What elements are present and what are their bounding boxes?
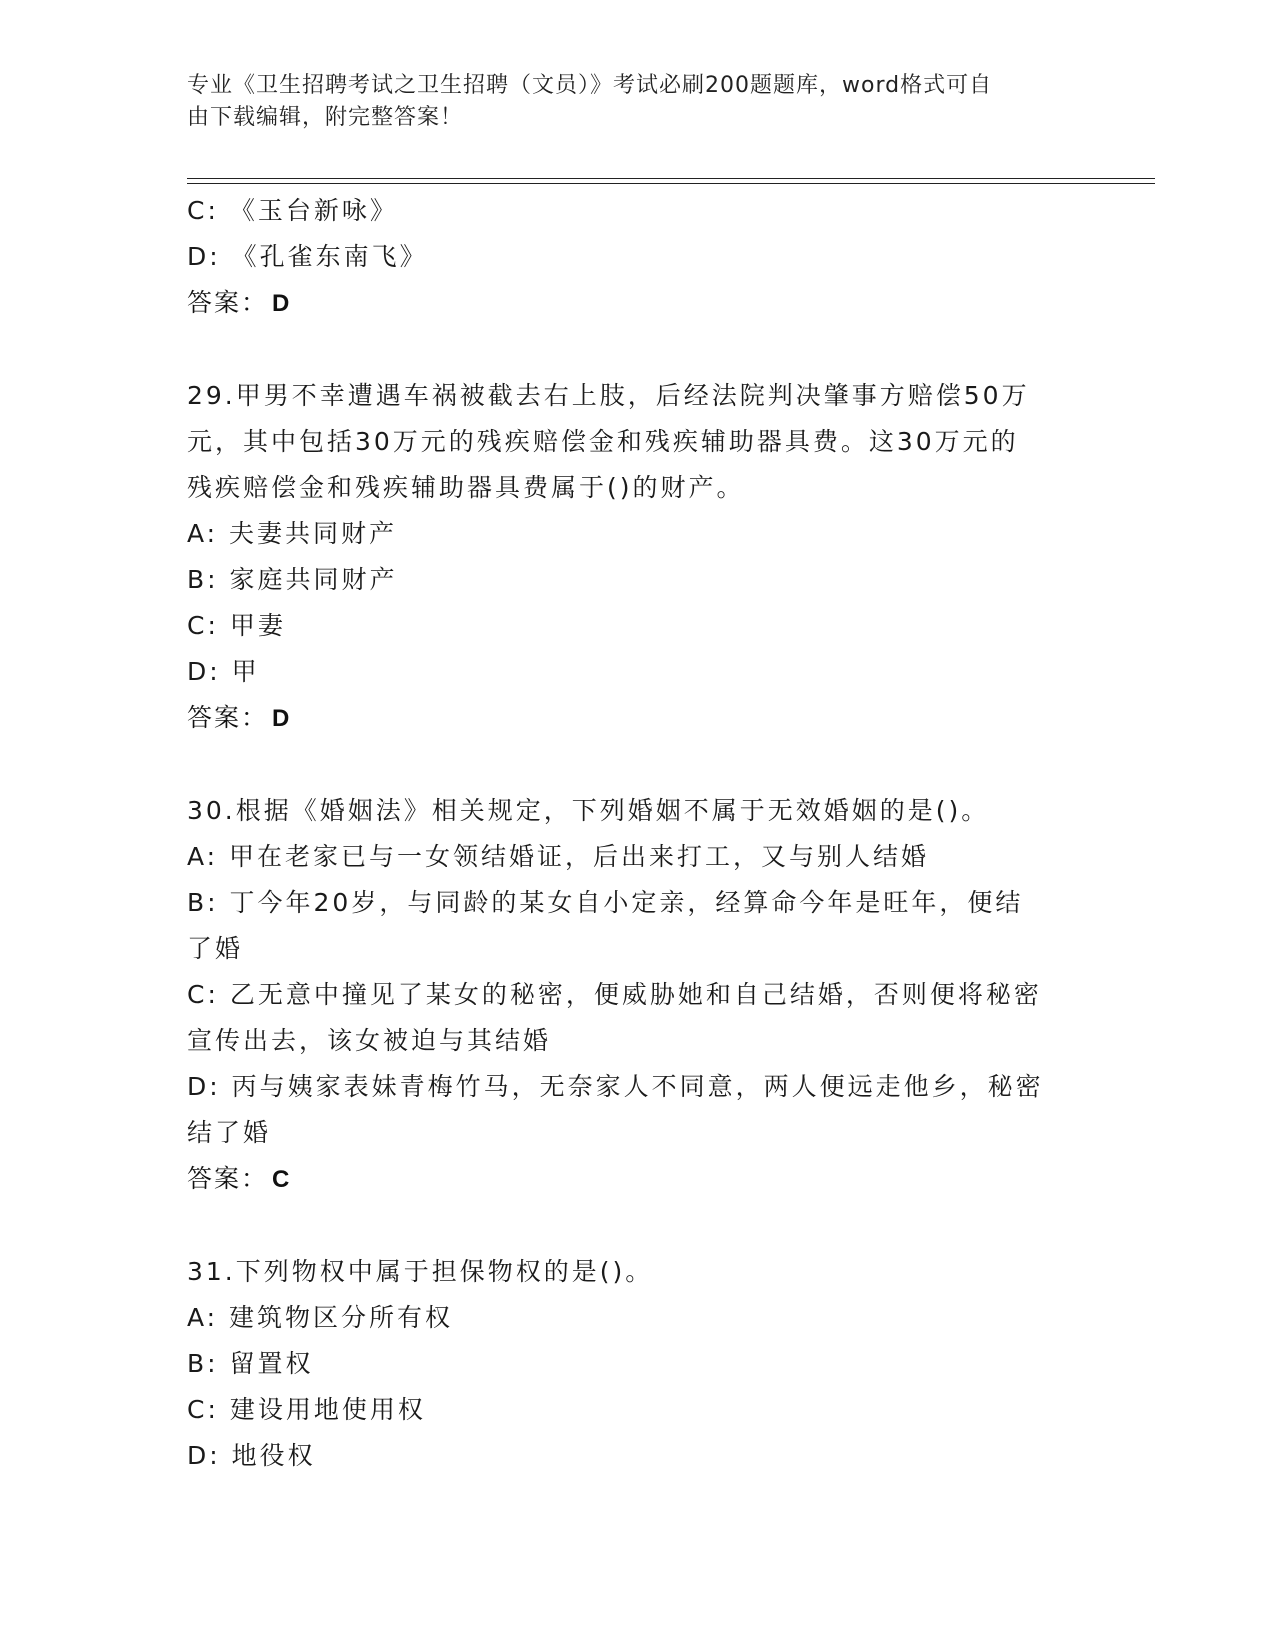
option-b: B: 留置权 xyxy=(187,1349,314,1378)
question-30 xyxy=(187,788,1087,1203)
spacer xyxy=(187,1203,1087,1249)
option-c: C: 甲妻 xyxy=(187,611,286,640)
answer-label: 答案： xyxy=(187,703,269,732)
option-b: B: 家庭共同财产 xyxy=(187,565,398,594)
answer-value: C xyxy=(272,1166,292,1193)
answer-label: 答案： xyxy=(187,288,269,317)
question-text-line: 元，其中包括30万元的残疾赔偿金和残疾辅助器具费。这30万元的 xyxy=(187,427,1019,456)
option-d: D: 《孔雀东南飞》 xyxy=(187,242,428,271)
option-d: D: 甲 xyxy=(187,657,260,686)
option-b: B: 丁今年20岁，与同龄的某女自小定亲，经算命今年是旺年，便结 xyxy=(187,888,1024,917)
answer-value: D xyxy=(272,705,292,732)
header-divider-top xyxy=(187,178,1155,179)
option-c: C: 《玉台新咏》 xyxy=(187,196,398,225)
header-divider-bottom xyxy=(187,183,1155,184)
option-c: C: 建设用地使用权 xyxy=(187,1395,426,1424)
option-d: D: 丙与姨家表妹青梅竹马，无奈家人不同意，两人便远走他乡，秘密 xyxy=(187,1072,1044,1101)
question-text-line: 31.下列物权中属于担保物权的是()。 xyxy=(187,1257,654,1286)
option-d: D: 地役权 xyxy=(187,1441,316,1470)
option-a: A: 甲在老家已与一女领结婚证，后出来打工，又与别人结婚 xyxy=(187,842,930,871)
question-text-line: 残疾赔偿金和残疾辅助器具费属于()的财产。 xyxy=(187,473,745,502)
answer-line xyxy=(187,1156,1087,1203)
option-c: C: 乙无意中撞见了某女的秘密，便威胁她和自己结婚，否则便将秘密 xyxy=(187,980,1042,1009)
document-body xyxy=(187,188,1087,1479)
question-text-line: 30.根据《婚姻法》相关规定，下列婚姻不属于无效婚姻的是()。 xyxy=(187,796,990,825)
question-29 xyxy=(187,373,1087,742)
question-31 xyxy=(187,1249,1087,1479)
option-a: A: 夫妻共同财产 xyxy=(187,519,398,548)
answer-line xyxy=(187,695,1087,742)
option-a: A: 建筑物区分所有权 xyxy=(187,1303,454,1332)
option-d-continued: 结了婚 xyxy=(187,1118,272,1147)
answer-line xyxy=(187,280,1087,327)
question-text-line: 29.甲男不幸遭遇车祸被截去右上肢，后经法院判决肇事方赔偿50万 xyxy=(187,381,1030,410)
option-b-continued: 了婚 xyxy=(187,934,244,963)
answer-value: D xyxy=(272,290,292,317)
option-c-continued: 宣传出去，该女被迫与其结婚 xyxy=(187,1026,552,1055)
spacer xyxy=(187,742,1087,788)
header-line-2: 由下载编辑，附完整答案！ xyxy=(187,105,464,130)
header-line-1: 专业《卫生招聘考试之卫生招聘（文员）》考试必刷200题题库，word格式可自 xyxy=(187,73,993,98)
spacer xyxy=(187,327,1087,373)
answer-label: 答案： xyxy=(187,1164,269,1193)
question-28-tail xyxy=(187,188,1087,327)
document-header xyxy=(187,70,1087,134)
